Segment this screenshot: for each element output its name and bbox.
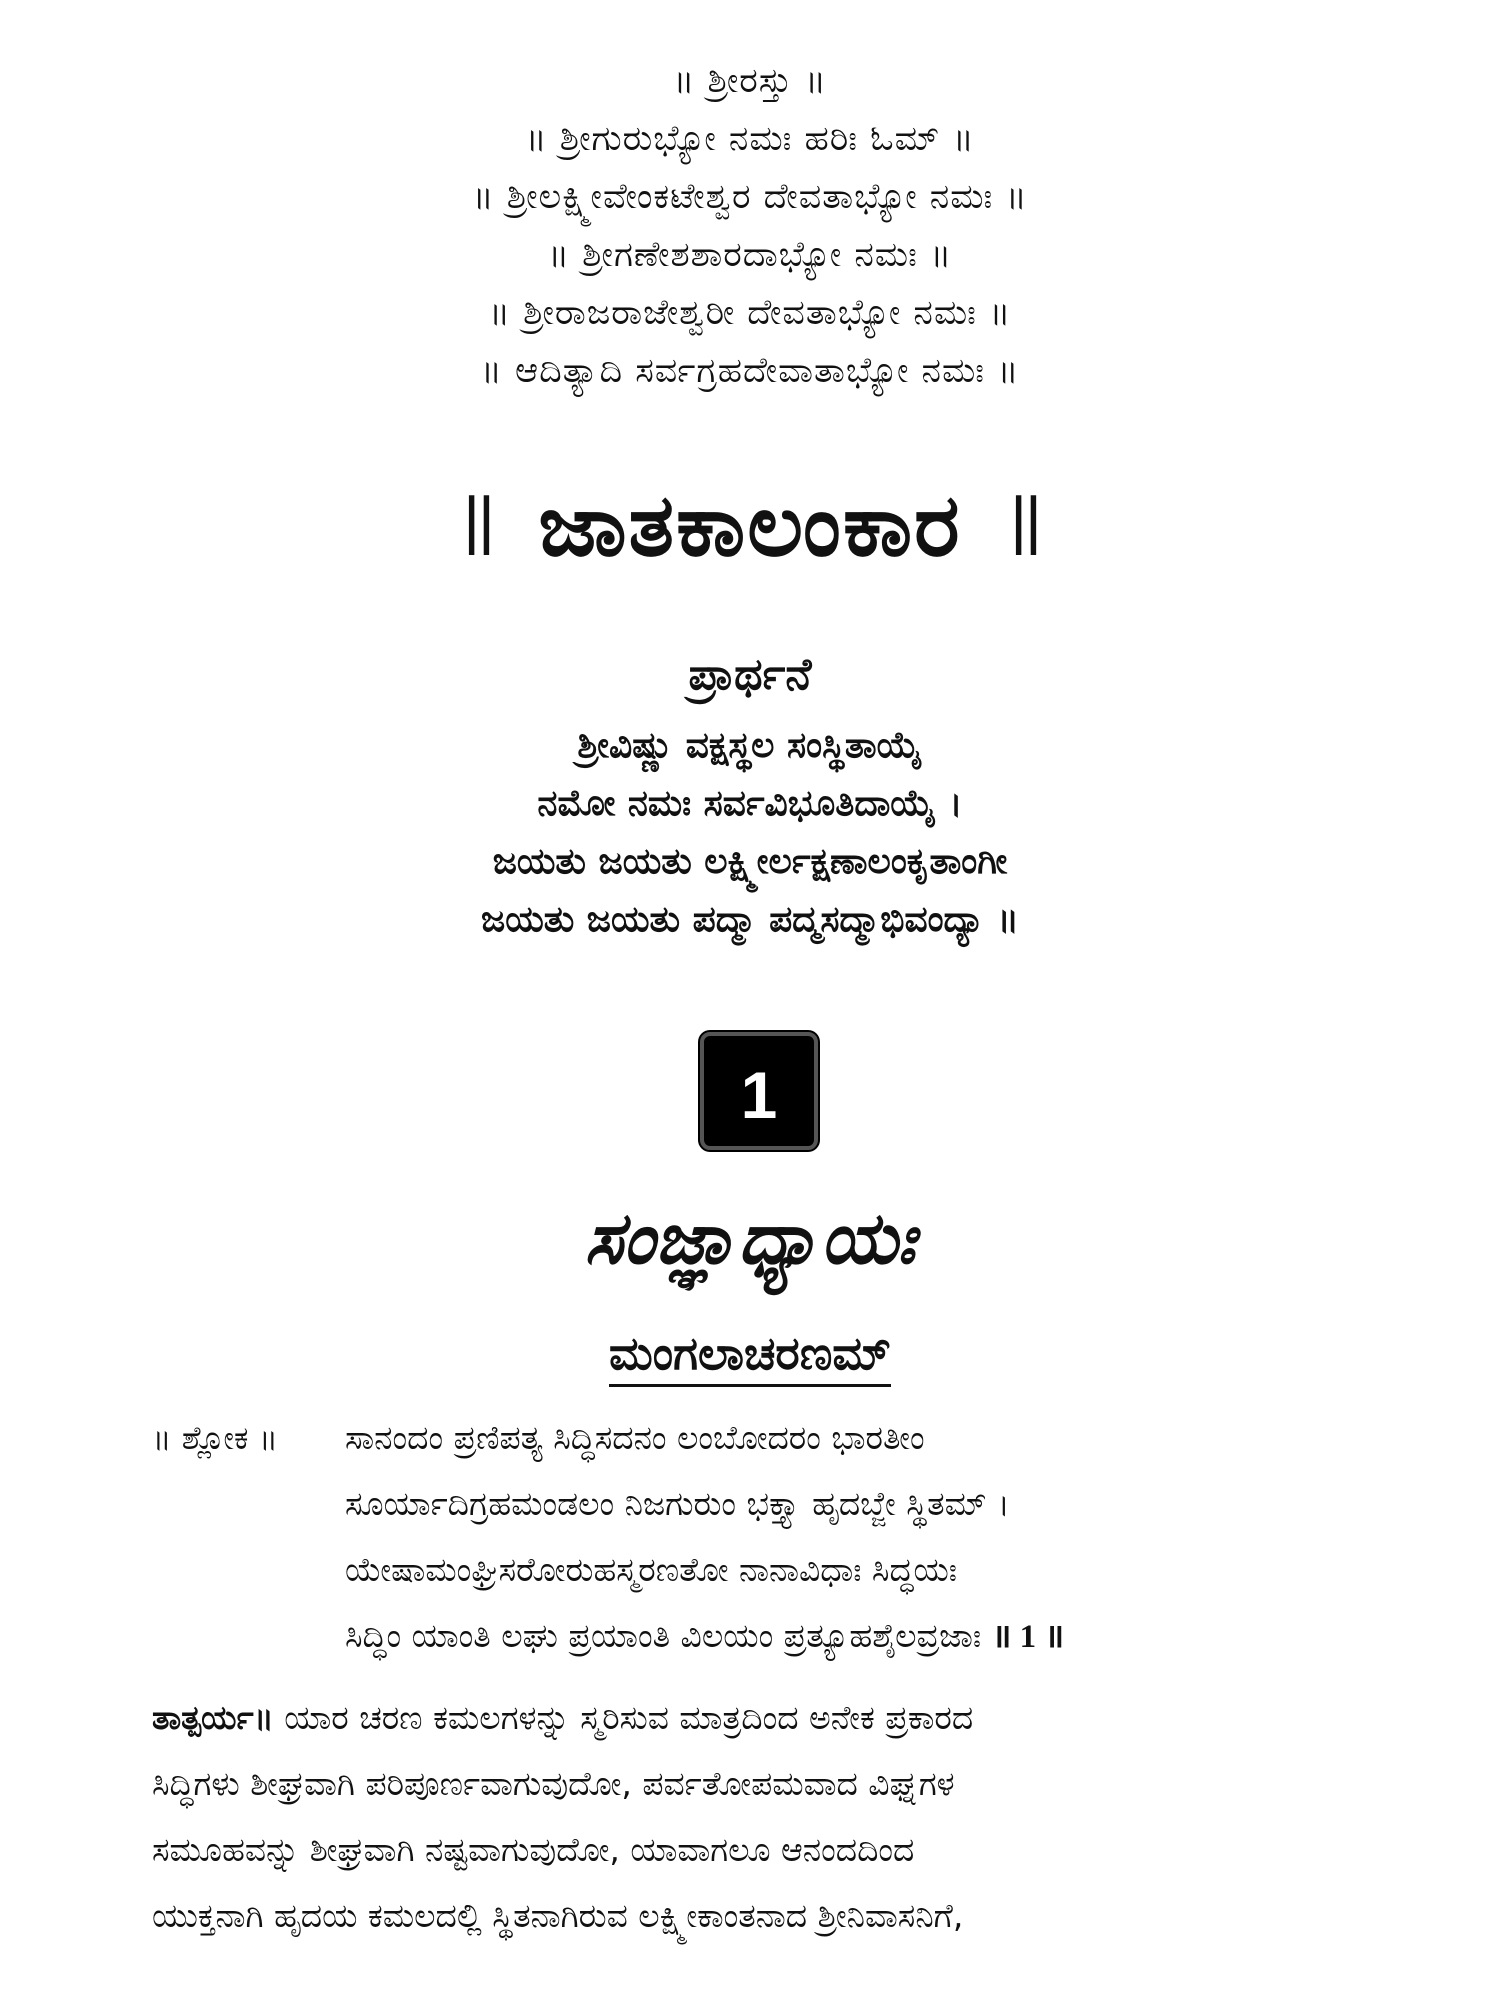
- tatparya-line-4: ಯುಕ್ತನಾಗಿ ಹೃದಯ ಕಮಲದಲ್ಲಿ ಸ್ಥಿತನಾಗಿರುವ ಲಕ್ಷ್ಮೀಕಾಂತನಾದ ಶ್ರೀನಿವಾಸನಿಗೆ,: [152, 1896, 964, 1935]
- shloka-line-4-text: ಸಿದ್ಧಿಂ ಯಾಂತಿ ಲಘು ಪ್ರಯಾಂತಿ ವಿಲಯಂ ಪ್ರತ್ಯೂಹಶೈಲವ್ರಜಾಃ: [345, 1616, 982, 1655]
- section-heading: [0, 1322, 1500, 1384]
- invocation-line-4: ॥ ಶ್ರೀಗಣೇಶಶಾರದಾಭ್ಯೋ ನಮಃ ॥: [547, 235, 953, 275]
- book-title: [0, 468, 1500, 581]
- chapter-number-badge: 1: [700, 1032, 818, 1150]
- prayer-line-4: ಜಯತು ಜಯತು ಪದ್ಮಾ ಪದ್ಮಸದ್ಮಾಭಿವಂದ್ಯಾ ॥: [481, 899, 1019, 940]
- section-heading-text: ಮಂಗಲಾಚರಣಮ್: [609, 1326, 891, 1387]
- invocation-line-6: ॥ ಆದಿತ್ಯಾದಿ ಸರ್ವಗ್ರಹದೇವಾತಾಭ್ಯೋ ನಮಃ ॥: [480, 351, 1020, 391]
- tatparya-line-3: ಸಮೂಹವನ್ನು ಶೀಘ್ರವಾಗಿ ನಷ್ಟವಾಗುವುದೋ, ಯಾವಾಗಲೂ ಆನಂದದಿಂದ: [152, 1830, 915, 1869]
- shloka-line-3: ಯೇಷಾಮಂಘ್ರಿಸರೋರುಹಸ್ಮರಣತೋ ನಾನಾವಿಧಾಃ ಸಿದ್ಧಯಃ: [345, 1550, 958, 1589]
- tatparya-line-2: ಸಿದ್ಧಿಗಳು ಶೀಘ್ರವಾಗಿ ಪರಿಪೂರ್ಣವಾಗುವುದೋ, ಪರ್ವತೋಪಮವಾದ ವಿಘ್ನಗಳ: [152, 1764, 955, 1803]
- title-right-bars: ॥: [1002, 469, 1045, 576]
- prayer-line-1: ಶ್ರೀವಿಷ್ಣು ವಕ್ಷಸ್ಥಲ ಸಂಸ್ಥಿತಾಯೈ: [577, 725, 923, 766]
- shloka-line-4: [345, 1608, 1064, 1665]
- tatparya-label: ತಾತ್ಪರ್ಯ॥: [152, 1698, 274, 1737]
- chapter-title: ಸಂಜ್ಞಾಧ್ಯಾಯಃ: [584, 1196, 916, 1280]
- invocation-line-2: ॥ ಶ್ರೀಗುರುಭ್ಯೋ ನಮಃ ಹರಿಃ ಓಮ್ ॥: [525, 119, 975, 159]
- verse-number: ॥ 1 ॥: [991, 1619, 1065, 1655]
- invocation-line-5: ॥ ಶ್ರೀರಾಜರಾಜೇಶ್ವರೀ ದೇವತಾಭ್ಯೋ ನಮಃ ॥: [488, 293, 1012, 333]
- shloka-line-1: ಸಾನಂದಂ ಪ್ರಣಿಪತ್ಯ ಸಿದ್ಧಿಸದನಂ ಲಂಬೋದರಂ ಭಾರತೀಂ: [345, 1418, 925, 1457]
- tatparya-line-1: [152, 1690, 1368, 1746]
- shloka-line-2: ಸೂರ್ಯಾದಿಗ್ರಹಮಂಡಲಂ ನಿಜಗುರುಂ ಭಕ್ತ್ಯಾ ಹೃದಬ್ಜೇ ಸ್ಥಿತಮ್ ।: [345, 1484, 1010, 1523]
- tatparya-text-1: ಯಾರ ಚರಣ ಕಮಲಗಳನ್ನು ಸ್ಮರಿಸುವ ಮಾತ್ರದಿಂದ ಅನೇಕ ಪ್ರಕಾರದ: [284, 1698, 974, 1737]
- invocation-line-1: ॥ ಶ್ರೀರಸ್ತು ॥: [673, 61, 827, 101]
- shloka-label: ॥ ಶ್ಲೋಕ ॥: [152, 1419, 279, 1457]
- prayer-line-3: ಜಯತು ಜಯತು ಲಕ್ಷ್ಮೀರ್ಲಕ್ಷಣಾಲಂಕೃತಾಂಗೀ: [492, 841, 1008, 882]
- prayer-line-2: ನಮೋ ನಮಃ ಸರ್ವವಿಭೂತಿದಾಯೈ ।: [537, 783, 963, 824]
- title-text: ಜಾತಕಾಲಂಕಾರ: [538, 476, 962, 576]
- prayer-heading: ಪ್ರಾರ್ಥನೆ: [688, 649, 812, 700]
- invocation-line-3: ॥ ಶ್ರೀಲಕ್ಷ್ಮೀವೇಂಕಟೇಶ್ವರ ದೇವತಾಭ್ಯೋ ನಮಃ ॥: [472, 177, 1028, 217]
- title-left-bars: ॥: [455, 469, 498, 576]
